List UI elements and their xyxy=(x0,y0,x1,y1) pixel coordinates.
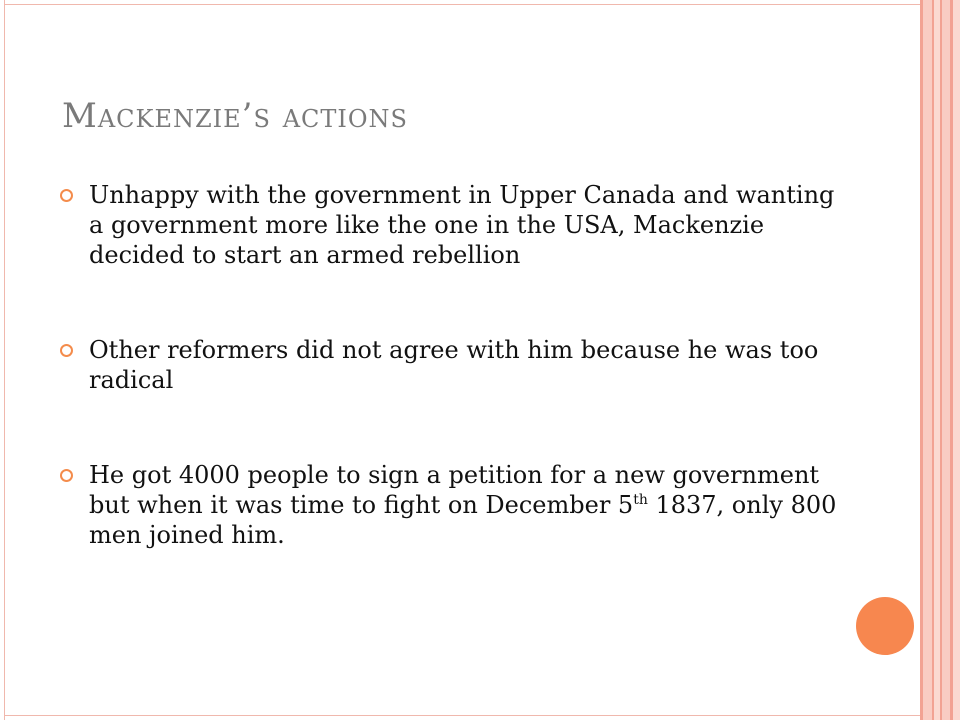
right-decorative-stripes xyxy=(920,0,960,720)
bullet-circle-icon xyxy=(60,189,73,202)
bullet-item xyxy=(60,180,840,270)
stripe xyxy=(923,0,932,720)
frame-top-border xyxy=(4,4,924,5)
ordinal-superscript: th xyxy=(633,492,648,508)
bullet-item xyxy=(60,460,840,550)
bullet-text-part: He got 4000 people to sign a petition for a new government but when it was time to fight on December 5 xyxy=(89,461,820,519)
bullet-item xyxy=(60,335,840,395)
stripe xyxy=(953,0,960,720)
frame-bottom-border xyxy=(4,715,924,716)
frame-left-border xyxy=(4,0,5,720)
stripe xyxy=(942,0,950,720)
slide-title: Mackenzie’s actions xyxy=(62,96,408,136)
bullet-text: Other reformers did not agree with him because he was too radical xyxy=(89,336,819,394)
bullet-text-part: 1837, only 800 men joined him. xyxy=(89,491,837,549)
bullet-list xyxy=(60,180,840,615)
decorative-circle xyxy=(856,597,914,655)
bullet-circle-icon xyxy=(60,344,73,357)
bullet-circle-icon xyxy=(60,469,73,482)
bullet-text xyxy=(89,461,836,549)
bullet-text: Unhappy with the government in Upper Canada and wanting a government more like the one in the USA, Mackenzie decided to start an armed rebellion xyxy=(89,181,835,269)
